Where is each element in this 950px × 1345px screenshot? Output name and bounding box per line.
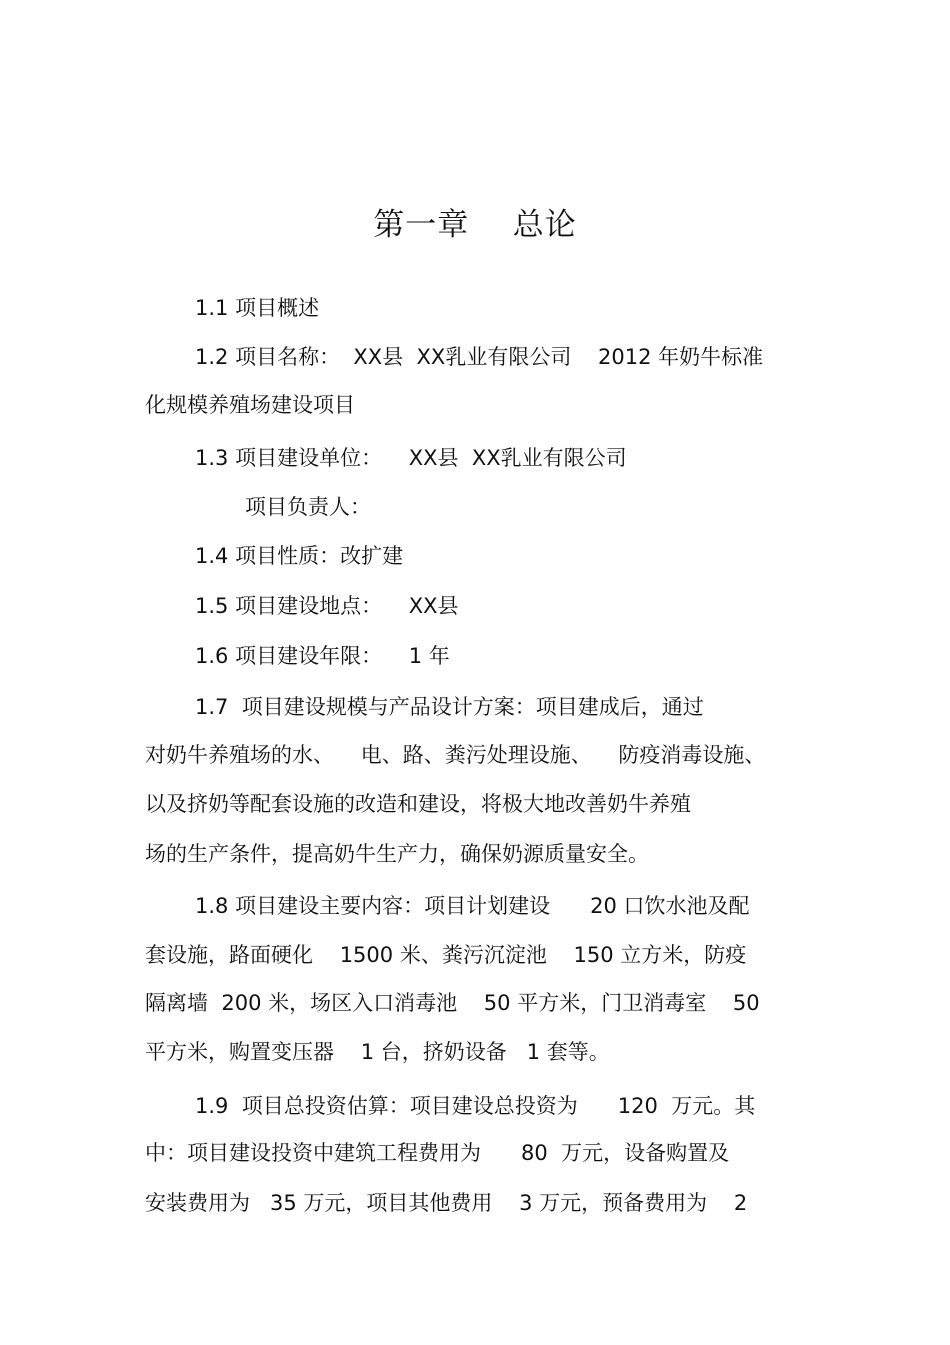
section-1-5: 1.5 项目建设地点： XX县: [195, 594, 459, 618]
section-1-4: 1.4 项目性质：改扩建: [195, 544, 404, 568]
section-1-9-line-3: 安装费用为 35 万元，项目其他费用 3 万元，预备费用为 2: [145, 1191, 748, 1215]
section-1-9-line-1: 1.9 项目总投资估算：项目建设总投资为 120 万元。其: [195, 1094, 756, 1118]
section-1-3-line-1: 1.3 项目建设单位： XX县 XX乳业有限公司: [195, 446, 627, 470]
section-1-9-line-2: 中：项目建设投资中建筑工程费用为 80 万元，设备购置及: [145, 1141, 730, 1165]
section-1-7-line-2: 对奶牛养殖场的水、 电、路、粪污处理设施、 防疫消毒设施、: [145, 743, 766, 767]
chapter-title: 第一章 总论: [373, 207, 577, 243]
section-1-7-line-4: 场的生产条件，提高奶牛生产力，确保奶源质量安全。: [145, 842, 649, 866]
section-1-8-line-2: 套设施，路面硬化 1500 米、粪污沉淀池 150 立方米，防疫: [145, 943, 747, 967]
section-1-7-line-1: 1.7 项目建设规模与产品设计方案：项目建成后，通过: [195, 695, 704, 719]
section-1-3-line-2: 项目负责人：: [245, 495, 371, 519]
section-1-8-line-3: 隔离墙 200 米，场区入口消毒池 50 平方米，门卫消毒室 50: [145, 991, 760, 1015]
section-1-1: 1.1 项目概述: [195, 296, 320, 320]
section-1-6: 1.6 项目建设年限： 1 年: [195, 644, 450, 668]
section-1-2-line-1: 1.2 项目名称： XX县 XX乳业有限公司 2012 年奶牛标准: [195, 345, 764, 369]
section-1-8-line-1: 1.8 项目建设主要内容：项目计划建设 20 口饮水池及配: [195, 894, 750, 918]
section-1-2-line-2: 化规模养殖场建设项目: [145, 393, 355, 417]
section-1-8-line-4: 平方米，购置变压器 1 台，挤奶设备 1 套等。: [145, 1040, 610, 1064]
section-1-7-line-3: 以及挤奶等配套设施的改造和建设，将极大地改善奶牛养殖: [145, 792, 691, 816]
